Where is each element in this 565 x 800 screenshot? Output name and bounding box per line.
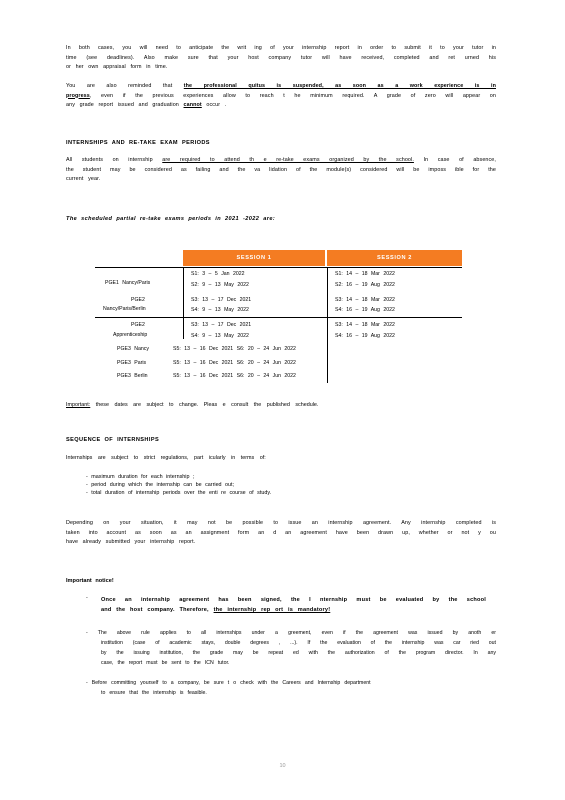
reminder-paragraph (66, 82, 496, 111)
important-notice-heading: Important notice! (66, 578, 114, 584)
important-text: these dates are subject to change. Pleas e consult the published schedule. (95, 402, 319, 408)
sequence-bullet: - total duration of internship periods over the enti re course of study. (86, 490, 272, 496)
table-rule (183, 267, 184, 339)
retake-line-1: All students on internship are required to attend th e re-take exams organized by the school. In case of absence, (66, 157, 497, 163)
program-cell: PGE1 Nancy/Paris (105, 280, 151, 286)
sequence-paragraph (66, 519, 496, 548)
retake-line-3: current year. (66, 176, 101, 182)
session2-date: S3: 14 – 18 Mar 2022 (335, 297, 395, 303)
program-cell: PGE2 (131, 297, 145, 303)
table-rule (95, 267, 462, 268)
session-1-header: SESSION 1 (183, 250, 325, 266)
intro-line: In both cases, you will need to anticipate the writ ing of your internship report in order to submit it to your tutor in (66, 45, 496, 51)
session2-date: S2: 16 – 19 Aug 2022 (335, 282, 395, 288)
session2-date: S1: 14 – 18 Mar 2022 (335, 271, 395, 277)
session1-date: S4: 9 – 13 May 2022 (191, 307, 249, 313)
sequence-intro: Internships are subject to strict regulations, part icularly in terms of: (66, 455, 266, 461)
notice-bullet-2: - The above rule applies to all internships under a greement, even if the agreement was issued by anoth er institution (case of academic stays, double degrees , ...). If the evaluation of the internship was car ried out by the issuing institution, the grade may be repeat ed with the authorization of the program director. In any case, the report must be sent to the ICN tutor. (86, 630, 496, 666)
session1-date: S1: 3 – 5 Jan 2022 (191, 271, 245, 277)
sequence-bullet: - maximum duration for each internship ; (86, 474, 195, 480)
program-cell: PGE3 Paris (117, 360, 147, 366)
session2-date: S4: 16 – 19 Aug 2022 (335, 333, 395, 339)
program-cell: Apprenticeship (113, 332, 148, 338)
table-rule (327, 267, 328, 339)
important-note (66, 402, 318, 408)
sequence-line: have already submitted your internship report. (66, 539, 196, 545)
table-rule (95, 317, 462, 318)
session1-date: S3: 13 – 17 Dec 2021 (191, 322, 252, 328)
intro-paragraph (66, 44, 496, 73)
scheduled-heading: The scheduled partial re-take exams periods in 2021 -2022 are: (66, 216, 276, 222)
reminder-line-3: any grade report issued and graduation cannot occur . (66, 102, 227, 108)
pge3-dates: S5: 13 – 16 Dec 2021 S6: 20 – 24 Jun 2022 (173, 346, 296, 352)
session1-date: S3: 13 – 17 Dec 2021 (191, 297, 252, 303)
important-label: Important: (66, 402, 91, 408)
program-cell: PGE3 Nancy (117, 346, 149, 352)
session2-date: S3: 14 – 18 Mar 2022 (335, 322, 395, 328)
session2-date: S4: 16 – 19 Aug 2022 (335, 307, 395, 313)
sequence-line: Depending on your situation, it may not be possible to issue an internship agreement. Any internship completed is (66, 520, 496, 526)
sequence-line: taken into account as soon as an assignment form an d an agreement have been drawn up, whether or not y ou (66, 529, 496, 536)
intro-line: or her own appraisal form in time. (66, 64, 168, 70)
reminder-line-2: progress, even if the previous experiences allow to reach t he minimum required. A grade of zero will appear on (66, 92, 496, 99)
pge3-dates: S5: 13 – 16 Dec 2021 S6: 20 – 24 Jun 2022 (173, 360, 296, 366)
session-2-header: SESSION 2 (327, 250, 462, 266)
table-rule (327, 339, 328, 383)
program-cell: PGE2 (131, 322, 145, 328)
sequence-bullet: - period during which the internship can be carried out; (86, 482, 235, 488)
session1-date: S4: 9 – 13 May 2022 (191, 333, 249, 339)
page-number: 10 (279, 763, 286, 769)
dash-marker: - (86, 595, 88, 601)
notice-bullet-3: - Before committing yourself to a company, be sure t o check with the Careers and Internship department to ensure that the internship is feasible. (86, 680, 371, 696)
intro-line: time (see deadlines). Also make sure that your host company tutor will have received, completed and ret urned his (66, 54, 496, 61)
section-heading-internships-retakes: INTERNSHIPS AND RE-TAKE EXAM PERIODS (66, 140, 210, 146)
program-cell: Nancy/Paris/Berlin (103, 306, 146, 312)
notice-bullet-1: Once an internship agreement has been signed, the I nternship must be evaluated by the school and the host company. Therefore, the internship rep ort is mandatory! (101, 597, 486, 613)
retake-paragraph (66, 156, 496, 185)
pge3-dates: S5: 13 – 16 Dec 2021 S6: 20 – 24 Jun 2022 (173, 373, 296, 379)
retake-line-2: the student may be considered as failing and the va lidation of the module(s) considered will be imposs ible for the (66, 166, 496, 173)
session1-date: S2: 9 – 13 May 2022 (191, 282, 249, 288)
reminder-line-1: You are also reminded that the professional quitus is suspended, as soon as a work experience is in (66, 83, 496, 89)
section-heading-sequence: SEQUENCE OF INTERNSHIPS (66, 437, 160, 443)
quitus-warning: the professional quitus is suspended, as soon as a work experience is in (183, 83, 496, 89)
program-cell: PGE3 Berlin (117, 373, 148, 379)
